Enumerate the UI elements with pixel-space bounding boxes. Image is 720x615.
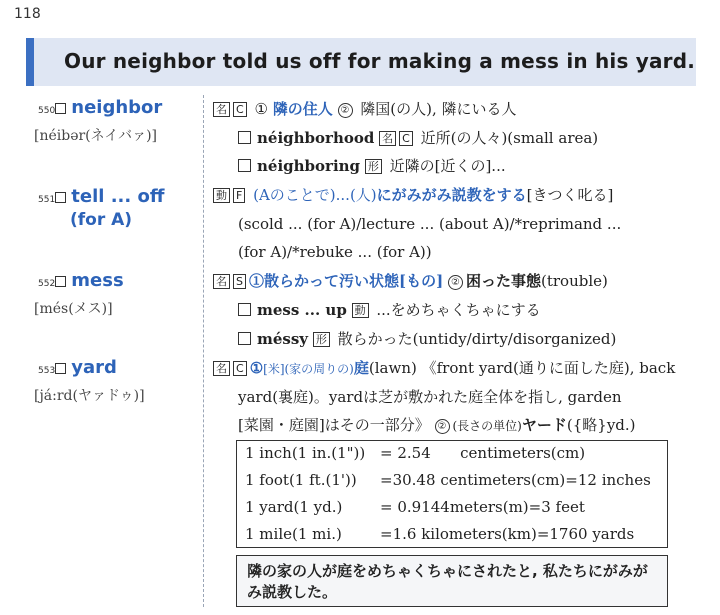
primary-definition: 隣の住人: [272, 100, 333, 118]
entry-552-head: 552 mess: [38, 270, 124, 291]
primary-definition: 散らかって汚い状態[もの]: [264, 272, 444, 290]
pronunciation: [já:rd(ヤァドゥ)]: [34, 388, 145, 404]
example-sentence: Our neighbor told us off for making a mess in his yard.: [64, 49, 696, 73]
conversion-row: 1 yard(1 yd.) = 0.9144meters(m)=3 feet: [245, 498, 585, 516]
headword: yard: [71, 357, 117, 378]
entry-553-head: 553 yard: [38, 357, 117, 378]
headword-continuation: (for A): [70, 210, 133, 230]
sentence-banner: [26, 38, 696, 86]
definition-continuation: [菜園・庭園]はその一部分》 ② (長さの単位)ヤード({略}yd.): [238, 416, 636, 434]
definition-line: 名 C ① 隣の住人 ② 隣国(の人), 隣にいる人: [213, 98, 517, 120]
pos-badge: 名: [213, 102, 230, 117]
conversion-row: 1 foot(1 ft.(1')) =30.48 centimeters(cm)=12 inches: [245, 471, 651, 489]
pronunciation: [més(メス)]: [34, 301, 113, 317]
entry-551-head: 551 tell ... off: [38, 186, 165, 207]
definition-line: 名 C ①[米](家の周りの)庭(lawn) 《front yard(通りに面した庭), back: [213, 357, 675, 380]
headword: neighbor: [71, 97, 163, 118]
derived-word-line: mess ... up 動 ...をめちゃくちゃにする: [238, 299, 541, 321]
definition-continuation: (scold ... (for A)/lecture ... (about A)/*reprimand ...: [238, 215, 622, 233]
checkbox-icon[interactable]: [55, 103, 66, 114]
derived-word-line: méssy 形 散らかった(untidy/dirty/disorganized): [238, 328, 616, 350]
primary-definition: にがみがみ説教をする: [376, 186, 527, 204]
headword: mess: [71, 270, 124, 291]
checkbox-icon[interactable]: [55, 276, 66, 287]
column-divider: [203, 95, 204, 607]
conversion-row: 1 inch(1 in.(1")) = 2.54 centimeters(cm): [245, 444, 586, 462]
derived-word-line: néighboring 形 近隣の[近くの]...: [238, 155, 506, 177]
definition-continuation: yard(裏庭)。yardは芝が敷かれた庭全体を指し, garden: [238, 388, 622, 406]
noun-class-badge: C: [233, 102, 247, 117]
translation-box: 隣の家の人が庭をめちゃくちゃにされたと, 私たちにがみがみ説教した。: [236, 555, 668, 607]
derived-word-line: néighborhood 名 C 近所(の人々)(small area): [238, 127, 598, 149]
conversion-row: 1 mile(1 mi.) =1.6 kilometers(km)=1760 yards: [245, 525, 635, 543]
headword: tell ... off: [71, 186, 165, 207]
entry-number: 550: [38, 106, 56, 116]
checkbox-icon[interactable]: [238, 131, 251, 144]
checkbox-icon[interactable]: [238, 332, 251, 345]
pronunciation: [néibər(ネイバァ)]: [34, 128, 158, 144]
checkbox-icon[interactable]: [238, 159, 251, 172]
page-number: 118: [14, 6, 41, 22]
unit-conversion-box: [236, 440, 668, 548]
definition-continuation: (for A)/*rebuke ... (for A)): [238, 243, 432, 261]
entry-550-head: [38, 97, 162, 118]
definition-line: 名 S ①散らかって汚い状態[もの] ② 困った事態(trouble): [213, 270, 608, 292]
primary-definition: 庭: [353, 359, 369, 377]
checkbox-icon[interactable]: [238, 303, 251, 316]
checkbox-icon[interactable]: [55, 363, 66, 374]
checkbox-icon[interactable]: [55, 192, 66, 203]
definition-line: 動 F (Aのことで)...(人)にがみがみ説教をする[きつく叱る]: [213, 184, 613, 206]
